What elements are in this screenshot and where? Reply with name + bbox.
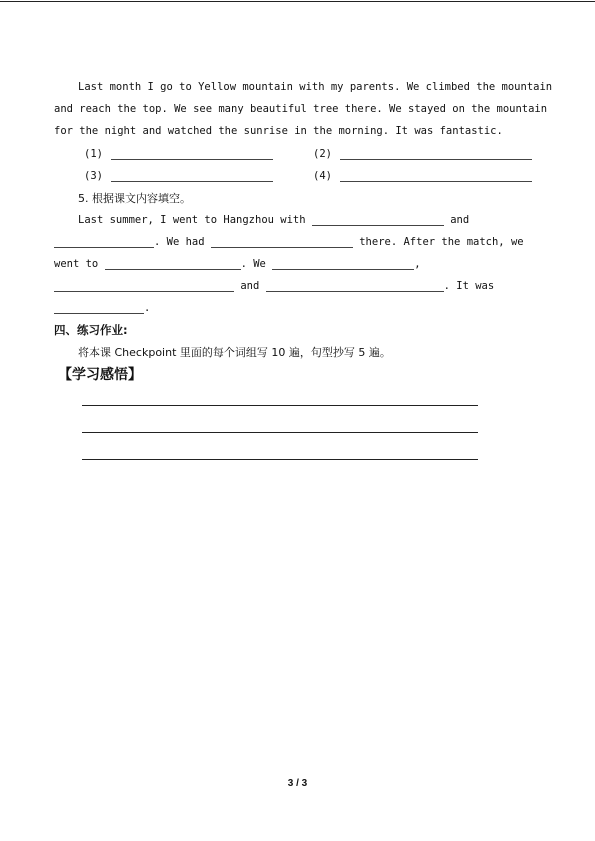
correction-item-2 bbox=[313, 147, 532, 160]
page-number: 3 / 3 bbox=[287, 778, 308, 789]
q5-text-3c: , bbox=[414, 258, 421, 270]
q5-blank-4[interactable] bbox=[105, 257, 241, 270]
passage-line-3: for the night and watched the sunrise in the morning. It was fantastic. bbox=[54, 125, 503, 137]
q5-blank-5[interactable] bbox=[272, 257, 414, 270]
correction-blank-1[interactable] bbox=[111, 147, 273, 160]
q5-text-3a: went to bbox=[54, 258, 99, 270]
q5-line-5 bbox=[54, 301, 150, 314]
passage-line-1: Last month I go to Yellow mountain with my parents. We climbed the mountain bbox=[78, 81, 553, 93]
q5-blank-7[interactable] bbox=[266, 279, 444, 292]
correction-number-3: (3) bbox=[84, 170, 103, 182]
q5-text-4a: and bbox=[240, 280, 260, 292]
q5-line-2 bbox=[54, 235, 524, 248]
reflection-heading: 【学习感悟】 bbox=[58, 367, 142, 383]
q5-line-4 bbox=[54, 279, 494, 292]
q5-text-3b: . We bbox=[240, 258, 266, 270]
q5-text-2a: . We had bbox=[154, 236, 205, 248]
q5-blank-3[interactable] bbox=[211, 235, 353, 248]
q5-blank-2[interactable] bbox=[54, 235, 154, 248]
q5-blank-1[interactable] bbox=[312, 213, 444, 226]
passage-line-2: and reach the top. We see many beautiful tree there. We stayed on the mountain bbox=[54, 103, 548, 115]
correction-blank-2[interactable] bbox=[340, 147, 532, 160]
q5-text-2b: there. After the match, we bbox=[359, 236, 524, 248]
q5-text-5a: . bbox=[144, 302, 151, 314]
q5-line-1 bbox=[78, 213, 469, 226]
q5-text-4b: . It was bbox=[443, 280, 495, 292]
correction-number-2: (2) bbox=[313, 148, 332, 160]
q5-line-3 bbox=[54, 257, 421, 270]
correction-blank-4[interactable] bbox=[340, 169, 532, 182]
q5-blank-6[interactable] bbox=[54, 279, 234, 292]
correction-number-1: (1) bbox=[84, 148, 103, 160]
reflection-line-3[interactable] bbox=[82, 459, 478, 460]
reflection-line-1[interactable] bbox=[82, 405, 478, 406]
correction-item-1 bbox=[84, 147, 273, 160]
reflection-line-2[interactable] bbox=[82, 432, 478, 433]
q5-blank-8[interactable] bbox=[54, 301, 144, 314]
correction-item-3 bbox=[84, 169, 273, 182]
correction-number-4: (4) bbox=[313, 170, 332, 182]
correction-blank-3[interactable] bbox=[111, 169, 273, 182]
page-top-border bbox=[0, 1, 595, 2]
question-5-title: 5. 根据课文内容填空。 bbox=[78, 192, 191, 205]
q5-text-1a: Last summer, I went to Hangzhou with bbox=[78, 214, 306, 226]
section-4-text: 将本课 Checkpoint 里面的每个词组写 10 遍，句型抄写 5 遍。 bbox=[78, 346, 391, 359]
section-4-heading: 四、练习作业: bbox=[54, 323, 128, 337]
q5-text-1b: and bbox=[450, 214, 470, 226]
correction-item-4 bbox=[313, 169, 532, 182]
